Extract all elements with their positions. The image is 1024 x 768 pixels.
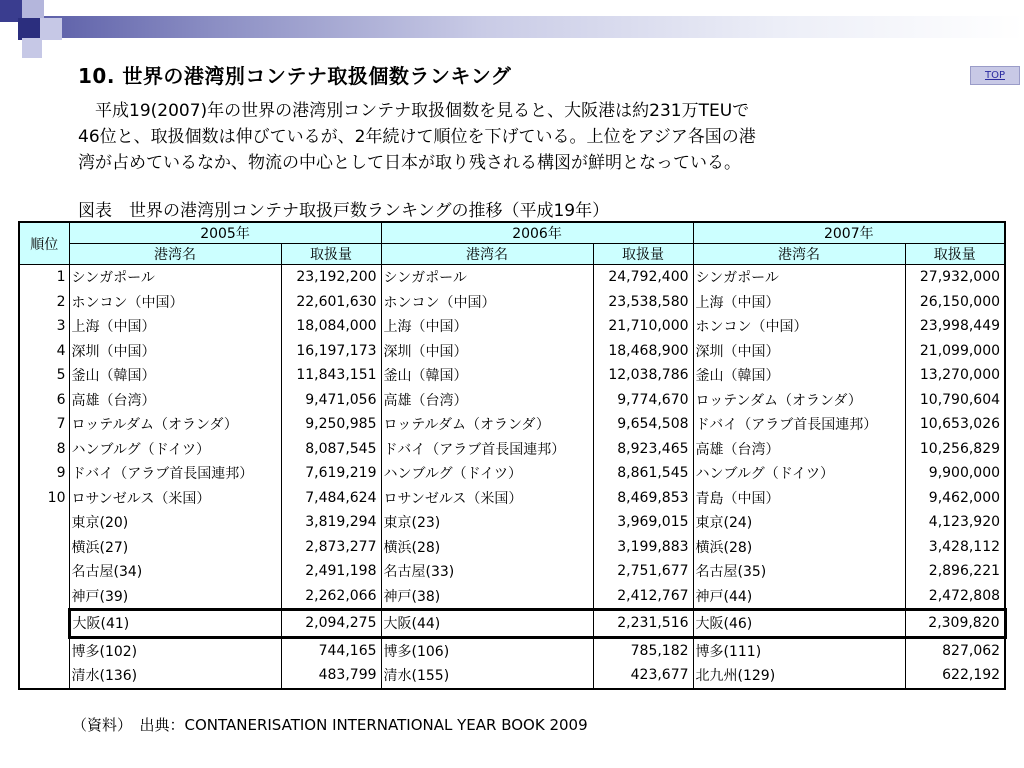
port-header: 港湾名 xyxy=(69,244,281,265)
volume-cell: 9,774,670 xyxy=(593,388,693,413)
volume-cell: 3,428,112 xyxy=(905,535,1005,560)
volume-cell: 8,087,545 xyxy=(281,437,381,462)
port-name-cell: 大阪(46) xyxy=(693,610,905,638)
table-row xyxy=(19,610,1005,638)
port-name-cell: 博多(111) xyxy=(693,637,905,663)
rank-cell: 4 xyxy=(19,339,69,364)
rank-cell: 1 xyxy=(19,265,69,290)
port-name-cell: 清水(155) xyxy=(381,663,593,689)
port-name-cell: ドバイ（アラブ首長国連邦） xyxy=(381,437,593,462)
port-name-cell: シンガポール xyxy=(693,265,905,290)
volume-cell: 18,084,000 xyxy=(281,314,381,339)
volume-cell: 2,231,516 xyxy=(593,610,693,638)
volume-cell: 2,751,677 xyxy=(593,559,693,584)
volume-cell: 9,900,000 xyxy=(905,461,1005,486)
port-name-cell: 高雄（台湾） xyxy=(69,388,281,413)
volume-cell: 12,038,786 xyxy=(593,363,693,388)
table-row xyxy=(19,290,1005,315)
volume-cell: 744,165 xyxy=(281,637,381,663)
volume-header: 取扱量 xyxy=(905,244,1005,265)
port-name-cell: 東京(24) xyxy=(693,510,905,535)
volume-cell: 2,472,808 xyxy=(905,584,1005,610)
intro-line: 平成19(2007)年の世界の港湾別コンテナ取扱個数を見ると、大阪港は約231万TEUで xyxy=(95,101,750,121)
port-name-cell: 上海（中国） xyxy=(381,314,593,339)
volume-cell: 8,861,545 xyxy=(593,461,693,486)
volume-cell: 7,619,219 xyxy=(281,461,381,486)
port-name-cell: ロッテルダム（オランダ） xyxy=(381,412,593,437)
port-name-cell: 神戸(38) xyxy=(381,584,593,610)
table-row xyxy=(19,412,1005,437)
intro-line: 46位と、取扱個数は伸びているが、2年続けて順位を下げている。上位をアジア各国の港 xyxy=(78,127,756,147)
rank-cell: 6 xyxy=(19,388,69,413)
volume-cell: 27,932,000 xyxy=(905,265,1005,290)
volume-cell: 11,843,151 xyxy=(281,363,381,388)
rank-cell-blank xyxy=(19,510,69,689)
port-name-cell: 博多(102) xyxy=(69,637,281,663)
volume-cell: 2,262,066 xyxy=(281,584,381,610)
volume-cell: 3,819,294 xyxy=(281,510,381,535)
table-row xyxy=(19,363,1005,388)
port-name-cell: 釜山（韓国） xyxy=(693,363,905,388)
table-row xyxy=(19,461,1005,486)
port-name-cell: 名古屋(34) xyxy=(69,559,281,584)
volume-header: 取扱量 xyxy=(593,244,693,265)
port-name-cell: 神戸(39) xyxy=(69,584,281,610)
port-name-cell: ハンブルグ（ドイツ） xyxy=(693,461,905,486)
volume-cell: 423,677 xyxy=(593,663,693,689)
volume-cell: 3,969,015 xyxy=(593,510,693,535)
volume-cell: 8,923,465 xyxy=(593,437,693,462)
port-name-cell: ロサンゼルス（米国） xyxy=(381,486,593,511)
volume-cell: 2,094,275 xyxy=(281,610,381,638)
volume-cell: 9,250,985 xyxy=(281,412,381,437)
table-row xyxy=(19,559,1005,584)
year-header-2005: 2005年 xyxy=(69,222,381,244)
intro-paragraph xyxy=(78,98,928,176)
table-row xyxy=(19,314,1005,339)
port-name-cell: 高雄（台湾） xyxy=(381,388,593,413)
volume-cell: 23,538,580 xyxy=(593,290,693,315)
port-name-cell: 神戸(44) xyxy=(693,584,905,610)
table-row xyxy=(19,339,1005,364)
port-name-cell: ロッテルダム（オランダ） xyxy=(69,412,281,437)
logo-square-white xyxy=(0,22,18,40)
volume-cell: 8,469,853 xyxy=(593,486,693,511)
port-name-cell: 東京(20) xyxy=(69,510,281,535)
volume-cell: 10,790,604 xyxy=(905,388,1005,413)
top-link-button[interactable]: TOP xyxy=(970,66,1020,85)
volume-cell: 10,256,829 xyxy=(905,437,1005,462)
volume-cell: 3,199,883 xyxy=(593,535,693,560)
ranking-table xyxy=(18,221,1007,690)
logo-square-light-3 xyxy=(22,38,42,58)
volume-cell: 10,653,026 xyxy=(905,412,1005,437)
port-name-cell: 高雄（台湾） xyxy=(693,437,905,462)
volume-cell: 21,710,000 xyxy=(593,314,693,339)
year-header-2006: 2006年 xyxy=(381,222,693,244)
port-name-cell: 上海（中国） xyxy=(693,290,905,315)
volume-cell: 7,484,624 xyxy=(281,486,381,511)
rank-cell: 9 xyxy=(19,461,69,486)
port-name-cell: ロサンゼルス（米国） xyxy=(69,486,281,511)
logo-square-dark-2 xyxy=(18,18,40,40)
volume-cell: 2,896,221 xyxy=(905,559,1005,584)
ranking-table-wrapper xyxy=(18,221,1004,690)
volume-cell: 622,192 xyxy=(905,663,1005,689)
port-name-cell: 深圳（中国） xyxy=(381,339,593,364)
port-name-cell: ドバイ（アラブ首長国連邦） xyxy=(693,412,905,437)
rank-cell: 3 xyxy=(19,314,69,339)
port-name-cell: ホンコン（中国） xyxy=(693,314,905,339)
port-name-cell: シンガポール xyxy=(381,265,593,290)
volume-cell: 9,654,508 xyxy=(593,412,693,437)
volume-cell: 21,099,000 xyxy=(905,339,1005,364)
table-row xyxy=(19,437,1005,462)
volume-header: 取扱量 xyxy=(281,244,381,265)
port-name-cell: ハンブルグ（ドイツ） xyxy=(69,437,281,462)
port-name-cell: 釜山（韓国） xyxy=(381,363,593,388)
table-row xyxy=(19,388,1005,413)
rank-cell: 8 xyxy=(19,437,69,462)
page-title: 10. 世界の港湾別コンテナ取扱個数ランキング xyxy=(78,64,512,88)
logo-square-light-2 xyxy=(40,18,62,40)
port-header: 港湾名 xyxy=(381,244,593,265)
port-name-cell: シンガポール xyxy=(69,265,281,290)
volume-cell: 2,412,767 xyxy=(593,584,693,610)
table-row xyxy=(19,637,1005,663)
volume-cell: 22,601,630 xyxy=(281,290,381,315)
rank-cell: 5 xyxy=(19,363,69,388)
volume-cell: 23,998,449 xyxy=(905,314,1005,339)
port-name-cell: 深圳（中国） xyxy=(693,339,905,364)
year-header-2007: 2007年 xyxy=(693,222,1005,244)
source-note: （資料） 出典：CONTANERISATION INTERNATIONAL YEAR BOOK 2009 xyxy=(72,716,588,734)
port-name-cell: 大阪(41) xyxy=(69,610,281,638)
volume-cell: 9,462,000 xyxy=(905,486,1005,511)
volume-cell: 827,062 xyxy=(905,637,1005,663)
table-row xyxy=(19,486,1005,511)
table-row xyxy=(19,663,1005,689)
port-name-cell: 横浜(28) xyxy=(693,535,905,560)
rank-cell: 2 xyxy=(19,290,69,315)
port-name-cell: 横浜(28) xyxy=(381,535,593,560)
port-name-cell: 釜山（韓国） xyxy=(69,363,281,388)
port-name-cell: 名古屋(35) xyxy=(693,559,905,584)
port-name-cell: ロッテンダム（オランダ） xyxy=(693,388,905,413)
rank-cell: 7 xyxy=(19,412,69,437)
volume-cell: 2,309,820 xyxy=(905,610,1005,638)
port-name-cell: 青島（中国） xyxy=(693,486,905,511)
volume-cell: 23,192,200 xyxy=(281,265,381,290)
volume-cell: 16,197,173 xyxy=(281,339,381,364)
table-row xyxy=(19,584,1005,610)
port-name-cell: ホンコン（中国） xyxy=(69,290,281,315)
volume-cell: 26,150,000 xyxy=(905,290,1005,315)
port-name-cell: 深圳（中国） xyxy=(69,339,281,364)
table-row xyxy=(19,510,1005,535)
volume-cell: 4,123,920 xyxy=(905,510,1005,535)
rank-cell: 10 xyxy=(19,486,69,511)
volume-cell: 2,491,198 xyxy=(281,559,381,584)
port-name-cell: ホンコン（中国） xyxy=(381,290,593,315)
port-name-cell: 北九州(129) xyxy=(693,663,905,689)
port-name-cell: 大阪(44) xyxy=(381,610,593,638)
volume-cell: 24,792,400 xyxy=(593,265,693,290)
port-name-cell: ハンブルグ（ドイツ） xyxy=(381,461,593,486)
header-gradient-bar xyxy=(40,16,1024,38)
port-name-cell: 上海（中国） xyxy=(69,314,281,339)
port-name-cell: ドバイ（アラブ首長国連邦） xyxy=(69,461,281,486)
port-name-cell: 横浜(27) xyxy=(69,535,281,560)
volume-cell: 18,468,900 xyxy=(593,339,693,364)
port-name-cell: 博多(106) xyxy=(381,637,593,663)
ranking-table-body xyxy=(19,265,1005,689)
port-header: 港湾名 xyxy=(693,244,905,265)
volume-cell: 2,873,277 xyxy=(281,535,381,560)
table-row xyxy=(19,535,1005,560)
rank-header: 順位 xyxy=(19,222,69,265)
volume-cell: 483,799 xyxy=(281,663,381,689)
volume-cell: 785,182 xyxy=(593,637,693,663)
port-name-cell: 名古屋(33) xyxy=(381,559,593,584)
table-caption: 図表 世界の港湾別コンテナ取扱戸数ランキングの推移（平成19年） xyxy=(78,201,610,221)
port-name-cell: 清水(136) xyxy=(69,663,281,689)
port-name-cell: 東京(23) xyxy=(381,510,593,535)
volume-cell: 9,471,056 xyxy=(281,388,381,413)
volume-cell: 13,270,000 xyxy=(905,363,1005,388)
intro-line: 湾が占めているなか、物流の中心として日本が取り残される構図が鮮明となっている。 xyxy=(78,153,741,173)
table-row xyxy=(19,265,1005,290)
